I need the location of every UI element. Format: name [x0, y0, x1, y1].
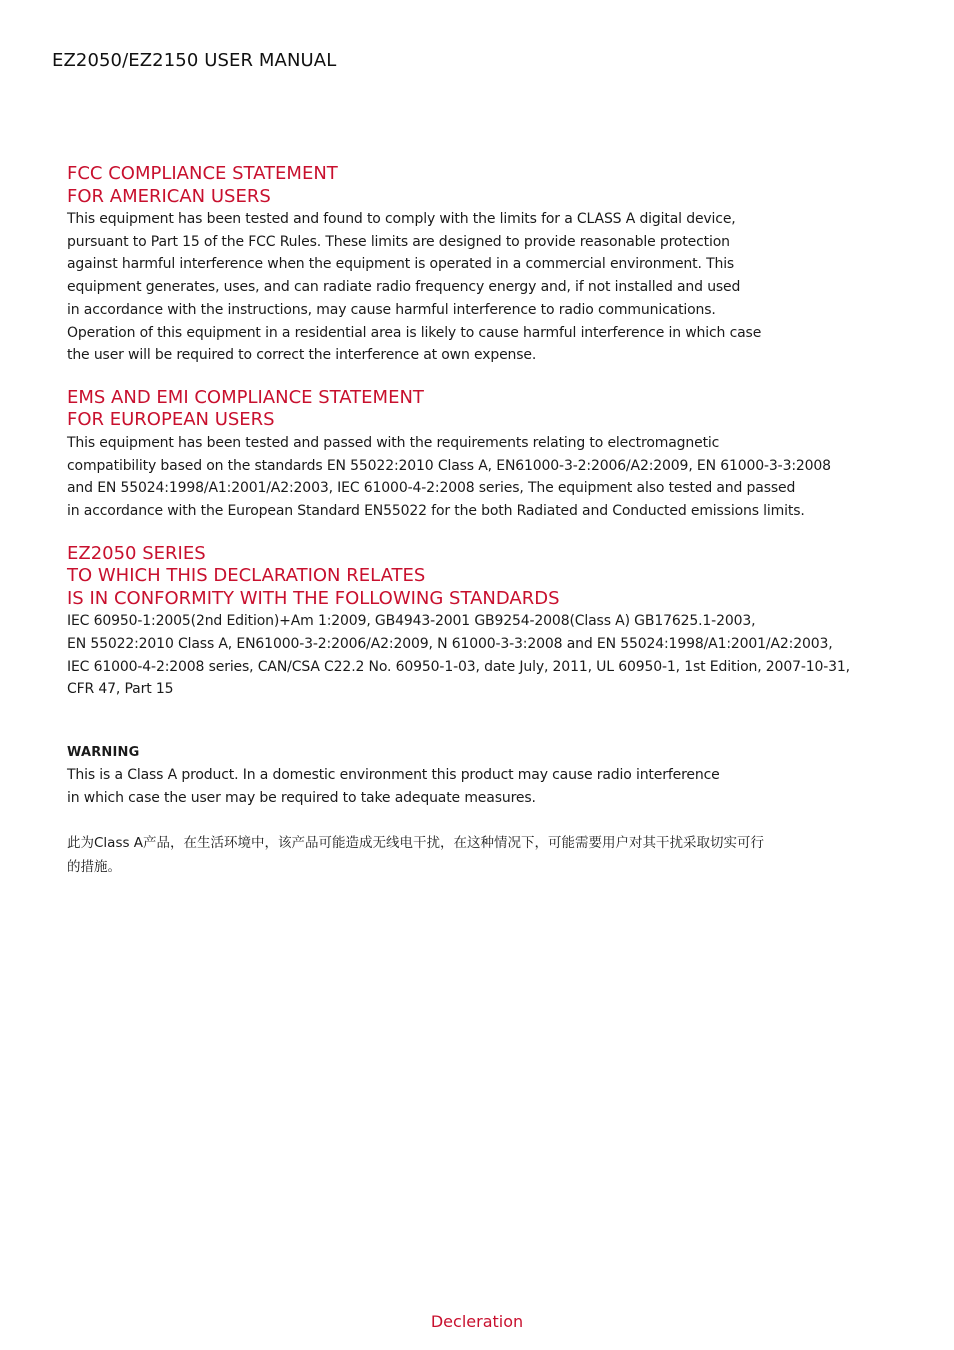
- heading-line: EZ2050 SERIES: [67, 542, 206, 564]
- body-line: This equipment has been tested and passed with the requirements relating to electromagnetic: [67, 434, 720, 451]
- body-line: 的措施。: [67, 859, 121, 876]
- heading-line: FOR EUROPEAN USERS: [67, 409, 275, 431]
- warning-section: [67, 742, 867, 879]
- body-line: IEC 60950-1:2005(2nd Edition)+Am 1:2009, GB4943-2001 GB9254-2008(Class A) GB17625.1-2003,: [67, 613, 756, 630]
- body-line: IEC 61000-4-2:2008 series, CAN/CSA C22.2 No. 60950-1-03, date July, 2011, UL 60950-1, 1st Edition, 2007-10-31,: [67, 658, 850, 675]
- series-section-body: [67, 610, 867, 701]
- body-line: CFR 47, Part 15: [67, 681, 174, 698]
- body-line: 此为Class A产品，在生活环境中，该产品可能造成无线电干扰，在这种情况下，可能需要用户对其干扰采取切实可行: [67, 835, 765, 852]
- body-line: This equipment has been tested and found to comply with the limits for a CLASS A digital device,: [67, 211, 736, 227]
- body-line: in accordance with the instructions, may cause harmful interference to radio communications.: [67, 301, 716, 318]
- fcc-section-body: [67, 208, 867, 367]
- fcc-section-heading: [67, 163, 867, 208]
- body-line: EN 55022:2010 Class A, EN61000-3-2:2006/A2:2009, N 61000-3-3:2008 and EN 55024:1998/A1:2001/A2:2003,: [67, 635, 833, 652]
- body-line: against harmful interference when the equipment is operated in a commercial environment. This: [67, 256, 735, 273]
- body-line: compatibility based on the standards EN 55022:2010 Class A, EN61000-3-2:2006/A2:2009, EN 61000-3-3:2008: [67, 457, 831, 474]
- fcc-compliance-section: [67, 163, 867, 367]
- document-header-title: EZ2050/EZ2150 USER MANUAL: [52, 50, 337, 71]
- heading-line: FOR AMERICAN USERS: [67, 185, 271, 207]
- warning-body: [67, 764, 867, 809]
- page-content: [67, 163, 867, 879]
- heading-line: TO WHICH THIS DECLARATION RELATES: [67, 565, 426, 587]
- series-section-heading: [67, 543, 867, 611]
- warning-chinese-text: [67, 831, 867, 879]
- heading-line: IS IN CONFORMITY WITH THE FOLLOWING STANDARDS: [67, 587, 560, 609]
- ems-section-body: [67, 432, 867, 523]
- body-line: and EN 55024:1998/A1:2001/A2:2003, IEC 61000-4-2:2008 series, The equipment also tested and passed: [67, 480, 796, 497]
- heading-line: FCC COMPLIANCE STATEMENT: [67, 163, 338, 184]
- ems-emi-compliance-section: [67, 387, 867, 523]
- body-line: This is a Class A product. In a domestic environment this product may cause radio interference: [67, 767, 720, 784]
- body-line: in accordance with the European Standard EN55022 for the both Radiated and Conducted emissions limits.: [67, 503, 805, 520]
- ems-section-heading: [67, 387, 867, 432]
- page-footer-label: Decleration: [430, 1312, 524, 1331]
- body-line: the user will be required to correct the interference at own expense.: [67, 347, 537, 364]
- body-line: equipment generates, uses, and can radiate radio frequency energy and, if not installed and used: [67, 279, 741, 296]
- body-line: in which case the user may be required to take adequate measures.: [67, 789, 536, 806]
- series-declaration-section: [67, 543, 867, 701]
- body-line: pursuant to Part 15 of the FCC Rules. These limits are designed to provide reasonable protection: [67, 233, 730, 250]
- body-line: Operation of this equipment in a residential area is likely to cause harmful interference in which case: [67, 324, 762, 341]
- warning-title: WARNING: [67, 745, 140, 761]
- heading-line: EMS AND EMI COMPLIANCE STATEMENT: [67, 386, 424, 408]
